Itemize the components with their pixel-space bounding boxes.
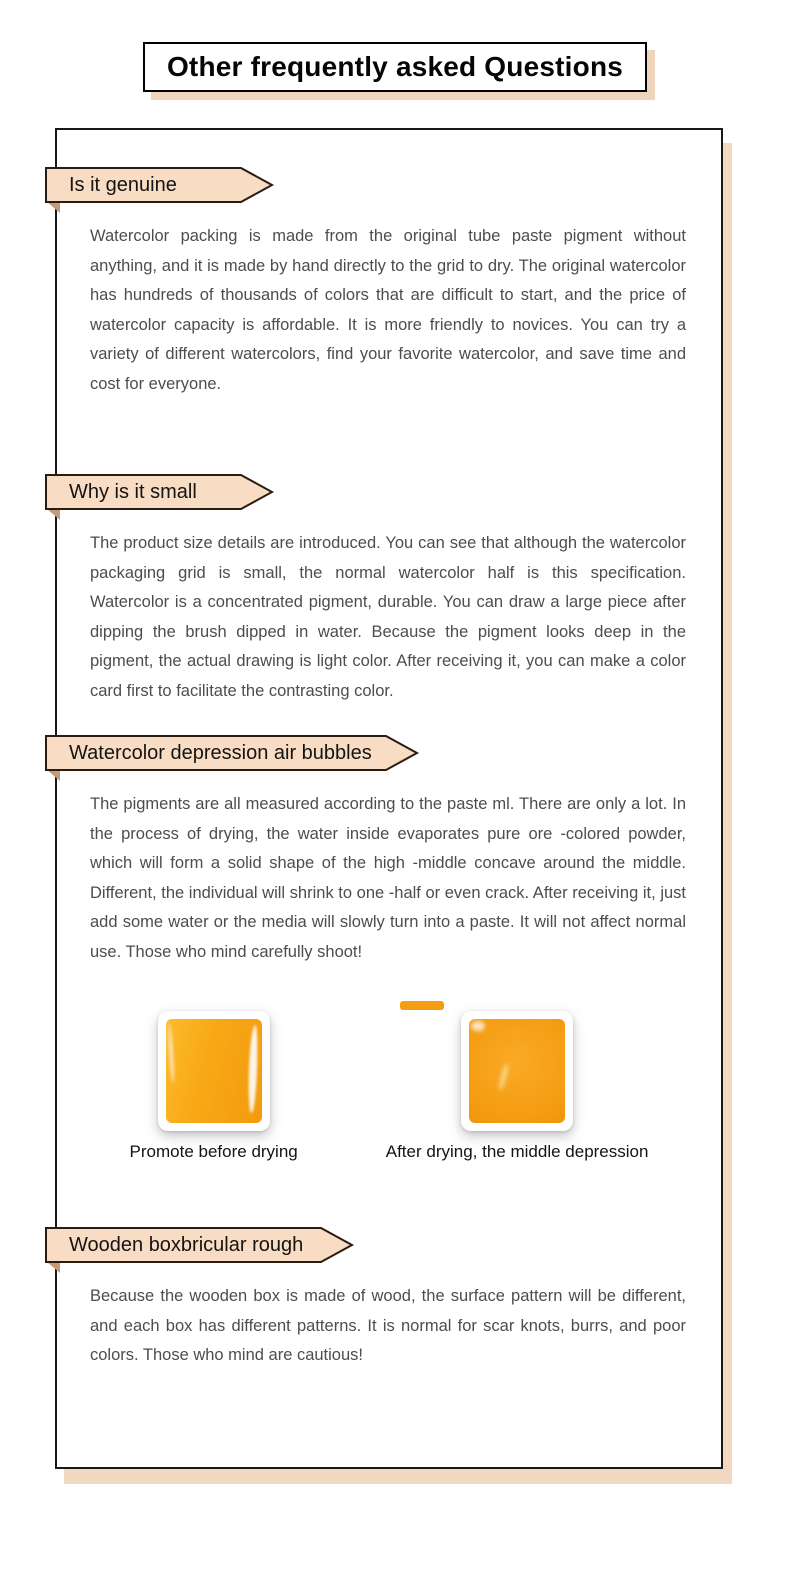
section-body: Watercolor packing is made from the original tube paste pigment without anything, and it is made by hand directly to the grid to dry. The original watercolor has hundreds of thousands of colors that are difficult to start, and the price of watercolor capacity is affordable. It is more friendly to novices. You can try a variety of different watercolors, find your favorite watercolor, and save time and cost for everyone. [90, 227, 686, 393]
faq-section-wooden-box [57, 1226, 721, 1371]
pan-figure-before [130, 1011, 298, 1162]
paint-depressed-surface [469, 1019, 565, 1123]
section-heading: Is it genuine [69, 173, 177, 196]
section-heading-ribbon [45, 166, 275, 214]
faq-section-size [57, 473, 721, 706]
section-heading: Wooden boxbricular rough [69, 1233, 304, 1256]
pan-figure-after [386, 1011, 649, 1162]
pan-caption: Promote before drying [129, 1142, 298, 1161]
section-body: Because the wooden box is made of wood, the surface pattern will be different, and each box has different patterns. It is normal for scar knots, burrs, and poor colors. Those who mind are cautious! [90, 1287, 686, 1364]
faq-section-genuine [57, 166, 721, 399]
section-heading: Why is it small [69, 480, 197, 503]
pan-image-before-drying [158, 1011, 270, 1131]
pan-caption: After drying, the middle depression [385, 1142, 649, 1161]
pan-comparison-row [57, 1011, 721, 1162]
paint-glossy-surface [166, 1019, 262, 1123]
section-body: The pigments are all measured according to the paste ml. There are only a lot. In the process of drying, the water inside evaporates pure ore -colored powder, which will form a solid shape of the high -middle concave around the middle. Different, the individual will shrink to one -half or even crack. After receiving it, just add some water or the media will slowly turn into a paste. It will not affect normal use. Those who mind carefully shoot! [90, 795, 686, 961]
section-heading-ribbon [45, 1226, 355, 1274]
pan-image-after-drying [461, 1011, 573, 1131]
section-heading-ribbon [45, 734, 420, 782]
section-heading-ribbon [45, 473, 275, 521]
faq-section-depression [57, 734, 721, 1162]
section-heading: Watercolor depression air bubbles [69, 741, 372, 764]
section-body: The product size details are introduced. You can see that although the watercolor packaging grid is small, the normal watercolor half is this specification. Watercolor is a concentrated pigment, durable. You can draw a large piece after dipping the brush dipped in water. Because the pigment looks deep in the pigment, the actual drawing is light color. After receiving it, you can make a color card first to facilitate the contrasting color. [90, 534, 686, 700]
faq-panel [55, 128, 723, 1469]
photo-fragment [400, 1001, 444, 1010]
page-title: Other frequently asked Questions [143, 42, 647, 92]
